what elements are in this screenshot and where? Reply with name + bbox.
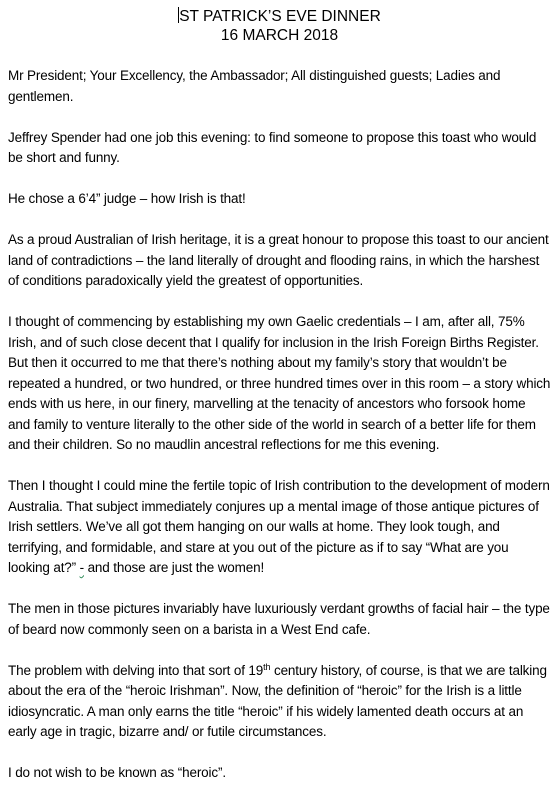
paragraph-beards: The men in those pictures invariably have luxuriously verdant growths of facial hair – the type of beard now commonly seen on a barista in a West End cafe. — [8, 601, 550, 637]
paragraph-heritage: As a proud Australian of Irish heritage, it is a great honour to propose this toast to our ancient land of contradictions – the land literally of drought and flooding rains, in which the harshest of conditions paradoxically yield the greatest of opportunities. — [8, 232, 549, 288]
settlers-text: Then I thought I could mine the fertile topic of Irish contribution to the development of modern Australia. That subject immediately conjures up a mental image of those antique pictures of Irish settlers. We’ve all got them hanging on our walls at home. They look tough, and terrifying, and formidable, and stare at you out of the picture as if to say “What are you looking at?” — [8, 478, 550, 575]
paragraph-spender: Jeffrey Spender had one job this evening: to find someone to propose this toast who would be short and funny. — [8, 129, 537, 165]
paragraph-heroic-irishman — [8, 661, 551, 743]
document-body — [8, 66, 551, 784]
paragraph-judge: He chose a 6’4” judge – how Irish is that! — [8, 191, 246, 206]
speech-title — [8, 0, 551, 26]
paragraph-settlers — [8, 476, 551, 579]
heroic-text-2: century history, of course, is that we are talking about the era of the “heroic Irishman”. Now, the definition of “heroic” for the Irish is a little idiosyncratic. A man only earns the title “heroic” if his widely lamented death occurs at an early age in tragic, bizarre and/ or futile circumstances. — [8, 662, 547, 739]
paragraph-salutation: Mr President; Your Excellency, the Ambassador; All distinguished guests; Ladies and gentlemen. — [8, 68, 501, 104]
title-line-1: ST PATRICK’S EVE DINNER — [179, 8, 381, 25]
settlers-text-end: and those are just the women! — [83, 560, 265, 575]
paragraph-closing: I do not wish to be known as “heroic”. — [8, 765, 226, 780]
paragraph-credentials: I thought of commencing by establishing my own Gaelic credentials – I am, after all, 75% Irish, and of such close decent that I qualify for inclusion in the Irish Foreign Births Register. But then it occurred to me that there’s nothing about my family’s story that wouldn’t be repeated a hundred, or two hundred, or three hundred times over in this room – a story which ends with us here, in our finery, marvelling at the tenacity of ancestors who forsook home and family to venture literally to the other side of the world in search of a better life for them and their children. So no maudlin ancestral reflections for me this evening. — [8, 314, 551, 452]
grammar-flag[interactable]: - — [79, 560, 84, 575]
heroic-text-1: The problem with delving into that sort of 19 — [8, 662, 264, 678]
superscript-th: th — [263, 661, 271, 672]
speech-date: 16 MARCH 2018 — [220, 27, 339, 44]
